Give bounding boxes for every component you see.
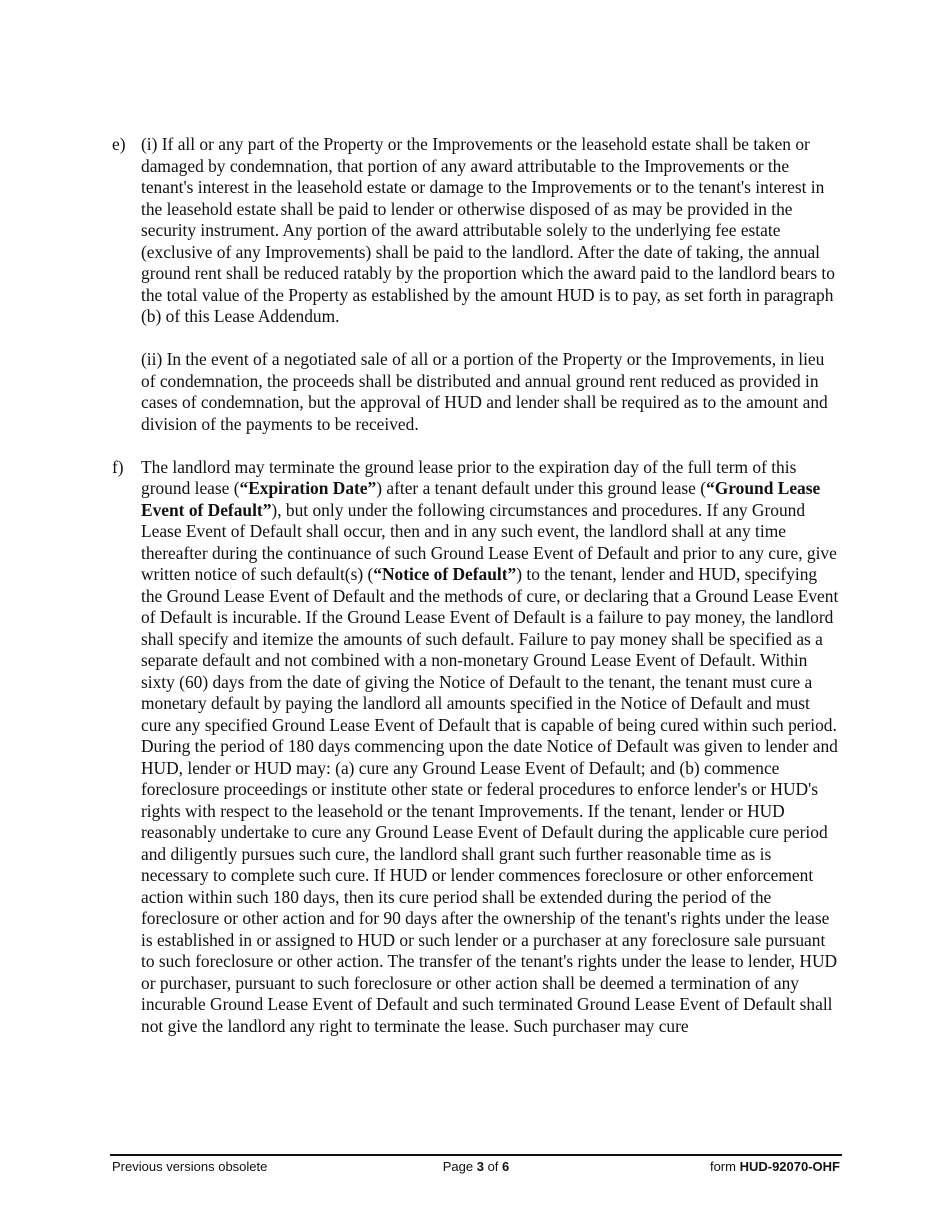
footer-obsolete-note: Previous versions obsolete (112, 1159, 268, 1174)
page-footer (110, 1154, 842, 1176)
defined-term-expiration-date: “Expiration Date” (239, 478, 377, 498)
list-item-e (112, 134, 842, 435)
page-of-label: of (483, 1159, 503, 1174)
defined-term-ground-lease-event-of-default: “Ground Lease Event of Default” (141, 478, 821, 520)
text-run: ) to the tenant, lender and HUD, specifying the Ground Lease Event of Default and the methods of cure, or declaring that a Ground Lease Event of Default is incurable. If the Ground Lease Event of Default is a failure to pay money, the landlord shall specify and itemize the amounts of such default. Failure to pay money shall be specified as a separate default and not combined with a non-monetary Ground Lease Event of Default. Within sixty (60) days from the date of giving the Notice of Default to the tenant, the tenant must cure a monetary default by paying the landlord all amounts specified in the Notice of Default and must cure any specified Ground Lease Event of Default that is capable of being cured within such period. During the period of 180 days commencing upon the date Notice of Default was given to lender and HUD, lender or HUD may: (a) cure any Ground Lease Event of Default; and (b) commence foreclosure proceedings or institute other state or federal procedures to enforce lender's or HUD's rights with respect to the leasehold or the tenant Improvements. If the tenant, lender or HUD reasonably undertake to cure any Ground Lease Event of Default during the applicable cure period and diligently pursues such cure, the landlord shall grant such further reasonable time as is necessary to complete such cure. If HUD or lender commences foreclosure or other enforcement action within such 180 days, then its cure period shall be extended during the period of the foreclosure or other action and for 90 days after the ownership of the tenant's rights under the lease is established in or assigned to HUD or such lender or a purchaser at any foreclosure sale pursuant to such foreclosure or other action. The transfer of the tenant's rights under the lease to lender, HUD or purchaser, pursuant to such foreclosure or other action shall be deemed a termination of any incurable Ground Lease Event of Default and such terminated Ground Lease Event of Default shall not give the landlord any right to terminate the lease. Such purchaser may cure (141, 564, 839, 1036)
page-total: 6 (502, 1159, 510, 1174)
form-number (710, 1159, 840, 1174)
list-item-f (112, 457, 842, 1038)
defined-term-notice-of-default: “Notice of Default” (373, 564, 517, 584)
paragraph-e-i: (i) If all or any part of the Property or the Improvements or the leasehold estate shall be taken or damaged by condemnation, that portion of any award attributable to the Improvements or the tenant's interest in the leasehold estate or damage to the Improvements or to the tenant's interest in the leasehold estate shall be paid to lender or otherwise disposed of as may be provided in the security instrument. Any portion of the award attributable solely to the underlying fee estate (exclusive of any Improvements) shall be paid to the landlord. After the date of taking, the annual ground rent shall be reduced ratably by the proportion which the award paid to the landlord bears to the total value of the Property as established by the amount HUD is to pay, as set forth in paragraph (b) of this Lease Addendum. (141, 134, 835, 326)
paragraph-e-ii: (ii) In the event of a negotiated sale of all or a portion of the Property or the Improvements, in lieu of condemnation, the proceeds shall be distributed and annual ground rent reduced as provided in cases of condemnation, but the approval of HUD and lender shall be required as to the amount and division of the payments to be received. (141, 349, 828, 434)
page-label: Page (442, 1159, 477, 1174)
item-marker: e) (112, 134, 126, 154)
page-current: 3 (476, 1159, 484, 1174)
text-run: ), but only under the following circumstances and procedures. If any Ground Lease Event of Default shall occur, then and in any such event, the landlord shall at any time thereafter during the continuance of such Ground Lease Event of Default and prior to any cure, give written notice of such default(s) ( (141, 499, 837, 584)
form-label: form (709, 1159, 740, 1174)
text-run: The landlord may terminate the ground lease prior to the expiration day of the full term of this ground lease ( (141, 456, 797, 498)
form-id: HUD-92070-OHF (739, 1159, 840, 1174)
item-marker: f) (112, 456, 124, 477)
document-body (112, 134, 842, 1059)
text-run: ) after a tenant default under this ground lease ( (376, 478, 707, 498)
paragraph-f (141, 457, 842, 1038)
